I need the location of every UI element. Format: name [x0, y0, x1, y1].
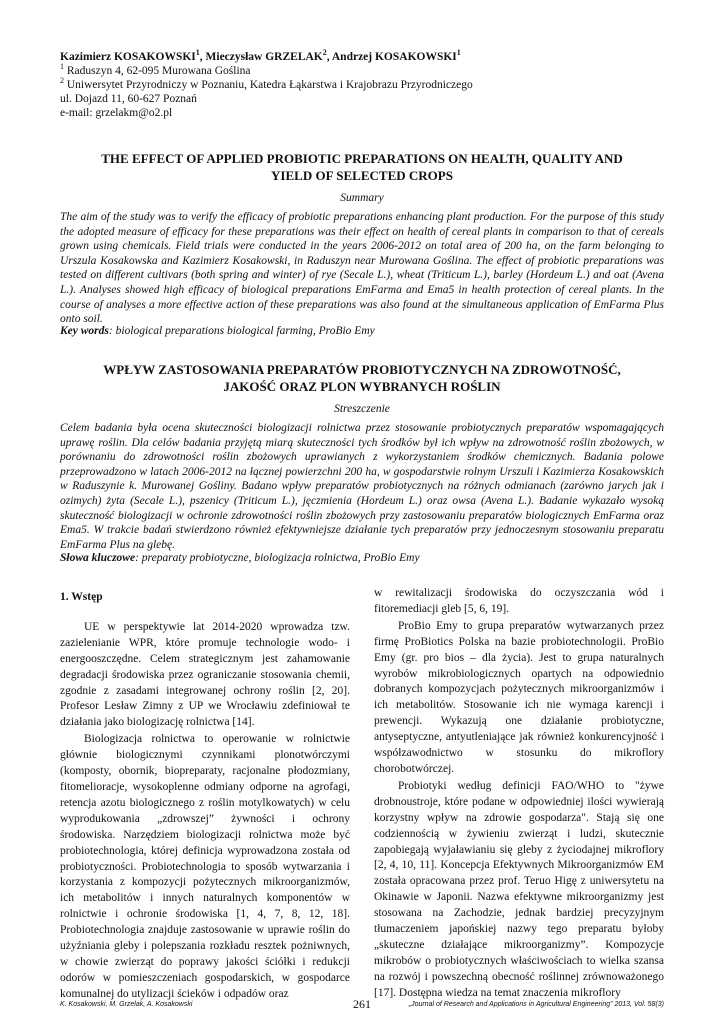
- author-separator: ,: [326, 51, 332, 63]
- page-number: 261: [353, 997, 371, 1011]
- author-names: [60, 50, 660, 64]
- title-line: JAKOŚĆ ORAZ PLON WYBRANYCH ROŚLIN: [223, 379, 501, 394]
- body-paragraph: Probiotyki według definicji FAO/WHO to "żywe drobnoustroje, które podane w odpowiedniej ilości wywierają korzystny wpływ na zdrowie gospodarza". Stają się one codziennością w żywieniu zwierząt i ludzi, skutecznie zapobiegają wyjaławianiu się gleby z życiodajnej mikroflory [2, 4, 10, 11]. Koncepcja Efektywnych Mikroorganizmów EM została opracowana przez prof. Teruo Higę z uniwersytetu na Okinawie w Japonii. Nazwa efektywne mikroorganizmy jest stosowana na Zachodzie, jednak bardziej precyzyjnym tłumaczeniem japońskiej nazwy tego preparatu byłoby „skuteczne działające mikroorganizmy”. Kompozycje mikrobów o probiotycznych właściwościach to wielka szansa na rozwój i powszechną obecność roślinnej zrównoważonego [17]. Dostępna wiedza na temat znaczenia mikroflory: [374, 779, 664, 999]
- summary-heading: Summary: [340, 192, 384, 204]
- english-title: [60, 150, 664, 184]
- page-footer: [60, 997, 664, 1013]
- author-name: Mieczysław GRZELAK: [205, 51, 323, 63]
- polish-summary: Celem badania była ocena skuteczności biologizacji rolnictwa przez stosowanie probiotycznych preparatów wspomagających uprawę roślin. Dla celów badania przyjętą miarą skuteczności tych środków był ich wpływ na zdrowotność roślin zbożowych, w porównaniu do zdrowotności roślin zbożowych uprawianych z wykorzystaniem środków chemicznych. Badania polowe przeprowadzono w latach 2006-2012 na łącznej powierzchni 200 ha, w gospodarstwie rolnym Urszuli i Kazimierza Kosakowskich w Raduszynie k. Murowanej Gośliny. Badano wpływ preparatów probiotycznych na różnych odmianach (zarówno jarych jak i ozimych) żyta (Secale L.), pszenicy (Triticum L.), jęczmienia (Hordeum L.) oraz owsa (Avena L.). Badanie wykazało wysoką skuteczność biologizacji w ochronie zdrowotności roślin zbożowych przy zastosowaniu preparatów biologicznych EmFarma oraz Ema5. W trakcie badań stwierdzono również efektywniejsze działanie tych preparatów przy jednoczesnym stosowaniu preparatu EmFarma Plus na glebę.: [60, 422, 664, 551]
- affiliation-2: [60, 78, 660, 92]
- author-name: Kazimierz KOSAKOWSKI: [60, 51, 196, 63]
- author-block: [60, 50, 660, 120]
- body-paragraph: Biologizacja rolnictwa to operowanie w rolnictwie głównie biologicznymi czynnikami plonotwórczymi (komposty, obornik, biopreparaty, racjonalne płodozmiany, fitomelioracje, wysokoplenne odmiany odporne na agrofagi, retencja azotu biologicznego z roślin motylkowatych) w celu wyprodukowania „zdrowszej” żywności i ochrony środowiska. Narzędziem biologizacji rolnictwa może być probiotechnologia, której definicja wyprowadzona została od probiotyczności. Probiotechnologia to sposób wytwarzania i korzystania z kompozycji pożytecznych mikroorganizmów, ich metabolitów i innych naturalnych komponentów w rolnictwie i ochronie środowiska [1, 4, 7, 8, 12, 18]. Probiotechnologia znajduje zastosowanie w uprawie roślin do użyźniania gleby i polepszania rozkładu resztek pożniwnych, w chowie zwierząt do poprawy jakości ściółki i redukcji odorów w pomieszczeniach gospodarskich, w gospodarce komunalnej do utylizacji ścieków i odpadów oraz: [60, 733, 350, 1000]
- footer-authors: K. Kosakowski, M. Grzelak, A. Kosakowski: [60, 1001, 193, 1008]
- title-line: THE EFFECT OF APPLIED PROBIOTIC PREPARATIONS ON HEALTH, QUALITY AND: [101, 151, 623, 166]
- author-name: Andrzej KOSAKOWSKI: [331, 51, 457, 63]
- author-superscript: 1: [456, 48, 461, 58]
- polish-keywords: [60, 551, 664, 565]
- affiliation-superscript: 1: [60, 62, 64, 72]
- body-paragraph: w rewitalizacji środowiska do oczyszczania wód i fitoremediacji gleb [5, 6, 19].: [374, 587, 664, 615]
- author-superscript: 1: [195, 48, 200, 58]
- title-line: YIELD OF SELECTED CROPS: [271, 168, 453, 183]
- affiliation-address: ul. Dojazd 11, 60-627 Poznań: [60, 93, 197, 105]
- keywords-text: : preparaty probiotyczne, biologizacja rolnictwa, ProBio Emy: [135, 552, 420, 564]
- keywords-text: : biological preparations biological farming, ProBio Emy: [108, 325, 375, 337]
- polish-title: [60, 361, 664, 395]
- title-line: WPŁYW ZASTOSOWANIA PREPARATÓW PROBIOTYCZNYCH NA ZDROWOTNOŚĆ,: [103, 362, 621, 377]
- english-keywords: [60, 324, 664, 338]
- author-superscript: 2: [322, 48, 327, 58]
- body-column-right: [374, 586, 664, 1002]
- streszczenie-heading: Streszczenie: [334, 403, 390, 415]
- section-heading: 1. Wstęp: [60, 591, 103, 603]
- affiliation-text: Raduszyn 4, 62-095 Murowana Goślina: [64, 65, 251, 77]
- affiliation-superscript: 2: [60, 76, 64, 86]
- keywords-label: Słowa kluczowe: [60, 552, 136, 564]
- footer-journal: „Journal of Research and Applications in Agricultural Engineering” 2013, Vol. 58(3): [408, 1001, 664, 1008]
- affiliation-1: [60, 64, 660, 78]
- body-column-left: [60, 590, 350, 1003]
- contact-email: e-mail: grzelakm@o2.pl: [60, 107, 173, 119]
- author-separator: ,: [199, 51, 206, 63]
- body-paragraph: ProBio Emy to grupa preparatów wytwarzanych przez firmę ProBiotics Polska na bazie probiotechnologii. ProBio Emy (gr. pro bios – dla życia). Jest to grupa naturalnych wyrobów mikrobiologicznych opartych na odpowiednio dobranych kompozycjach pożytecznych mikroorganizmów i ich metabolitów. Stosowanie ich nie wymaga karencji i prewencji. Wykazują one działanie probiotyczne, antyseptyczne, antyutleniające jak również konkurencyjność i współzawodnictwo w stosunku do mikroflory chorobotwórczej.: [374, 619, 664, 775]
- english-summary: The aim of the study was to verify the efficacy of probiotic preparations enhancing plant production. For the purpose of this study the adopted measure of efficacy for these preparations was their effect on health of cereal plants in comparison to that of cereals grown using chemicals. Field trials were conducted in the years 2006-2012 on total area of 200 ha, on the farm belonging to Urszula Kosakowska and Kazimierz Kosakowski, in Raduszyn near Murowana Goślina. The effect of probiotic preparations was tested on different cultivars (both spring and winter) of rye (Secale L.), wheat (Triticum L.), barley (Hordeum L.) and oat (Avena L.). Analyses showed high efficacy of biological preparations EmFarma and Ema5 in health protection of cereal plants. In the course of analyses a more effective action of these preparations was also found at the simultaneous application of EmFarma Plus onto soil.: [60, 211, 664, 326]
- affiliation-text: Uniwersytet Przyrodniczy w Poznaniu, Katedra Łąkarstwa i Krajobrazu Przyrodniczego: [64, 79, 473, 91]
- keywords-label: Key words: [60, 325, 109, 337]
- body-paragraph: UE w perspektywie lat 2014-2020 wprowadza tzw. zazielenianie WPR, które promuje technologie wodo- i energooszczędne. Celem strategicznym jest zahamowanie degradacji środowiska przez ograniczanie stosowania chemii, zgodnie z zasadami integrowanej ochrony roślin [2, 20]. Profesor Lesław Zimny z UP we Wrocławiu zdefiniował te działania jako biologizację rolnictwa [14].: [60, 620, 350, 729]
